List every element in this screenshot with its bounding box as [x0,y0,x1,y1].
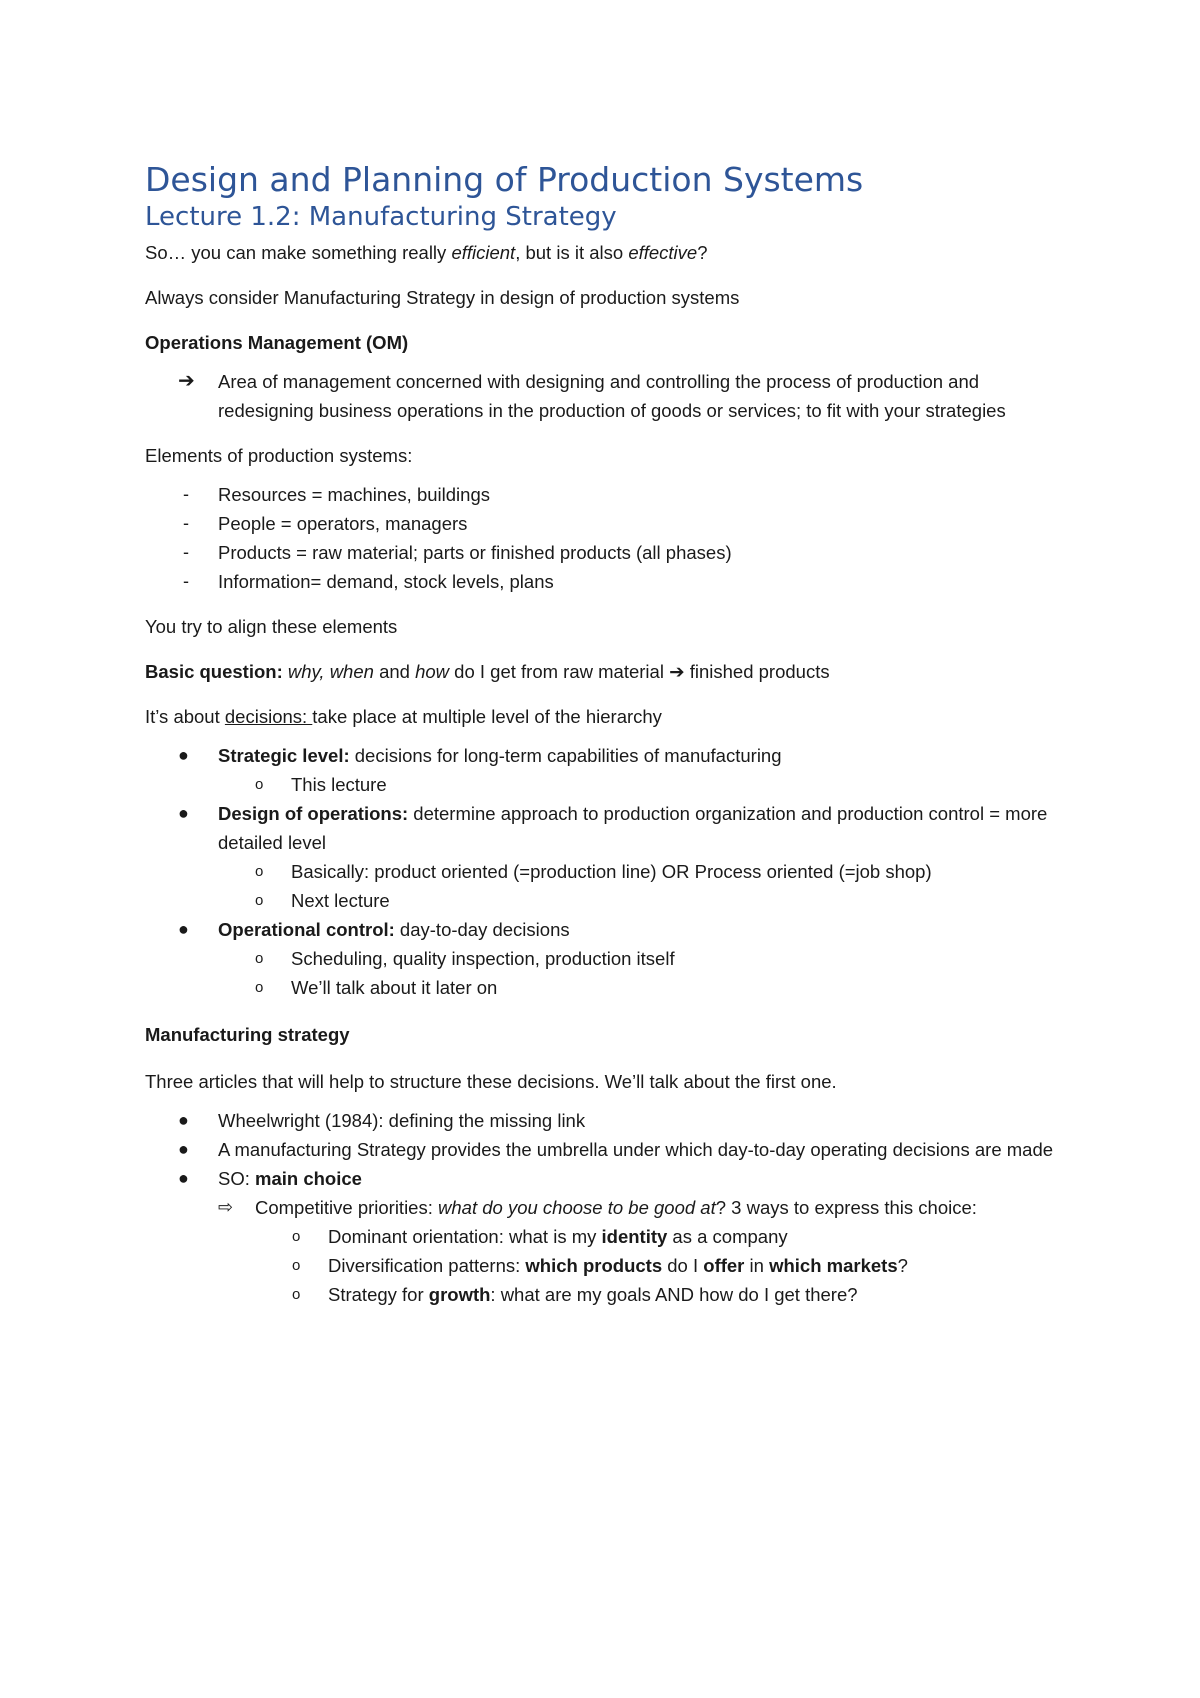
dash-bullet-icon: - [183,513,189,533]
list-item: - Information= demand, stock levels, plans [145,567,1075,596]
bullet-icon: ● [178,803,189,823]
dash-bullet-icon: - [183,542,189,562]
list-item: o This lecture [145,770,1075,799]
list-item: - Products = raw material; parts or finished products (all phases) [145,538,1075,567]
three-articles-paragraph: Three articles that will help to structure these decisions. We’ll talk about the first one. [145,1071,837,1092]
list-item: ● A manufacturing Strategy provides the umbrella under which day-to-day operating decisions are made [145,1135,1075,1164]
elements-heading: Elements of production systems: [145,445,413,466]
elements-list [145,480,1075,596]
circle-bullet-icon: o [292,1257,301,1274]
om-heading: Operations Management (OM) [145,332,409,353]
circle-bullet-icon: o [255,892,264,909]
dash-bullet-icon: - [183,571,189,591]
circle-bullet-icon: o [292,1286,301,1303]
align-paragraph: You try to align these elements [145,616,398,637]
always-paragraph: Always consider Manufacturing Strategy in design of production systems [145,287,740,308]
basic-question: Basic question: why, when and how do I get from raw material ➔ finished products [145,661,830,682]
list-item: ● SO: main choice [145,1164,1075,1193]
list-item: o Next lecture [145,886,1075,915]
circle-bullet-icon: o [255,776,264,793]
circle-bullet-icon: o [292,1228,301,1245]
list-item: ● Strategic level: decisions for long-term capabilities of manufacturing [145,741,1075,770]
list-item: - People = operators, managers [145,509,1075,538]
ms-heading: Manufacturing strategy [145,1024,350,1045]
list-item: o Dominant orientation: what is my identity as a company [145,1222,1075,1251]
ms-list [145,1106,1075,1309]
bullet-icon: ● [178,1110,189,1130]
list-item: o Basically: product oriented (=production line) OR Process oriented (=job shop) [145,857,1075,886]
list-item: ● Wheelwright (1984): defining the missing link [145,1106,1075,1135]
list-item: - Resources = machines, buildings [145,480,1075,509]
list-item: ● Design of operations: determine approach to production organization and production control = more detailed level [145,799,1075,857]
circle-bullet-icon: o [255,863,264,880]
bullet-icon: ● [178,919,189,939]
document-title: Design and Planning of Production Systems [145,160,864,199]
circle-bullet-icon: o [255,950,264,967]
circle-bullet-icon: o [255,979,264,996]
list-item: o Strategy for growth: what are my goals AND how do I get there? [145,1280,1075,1309]
intro-paragraph: So… you can make something really efficient, but is it also effective? [145,242,708,263]
bullet-icon: ● [178,1139,189,1159]
list-item: ⇨ Competitive priorities: what do you choose to be good at? 3 ways to express this choice: [145,1193,1075,1222]
list-item: o We’ll talk about it later on [145,973,1075,1002]
document-body [145,160,1075,1309]
list-item: o Diversification patterns: which products do I offer in which markets? [145,1251,1075,1280]
bullet-icon: ● [178,745,189,765]
document-subtitle: Lecture 1.2: Manufacturing Strategy [145,202,617,232]
hollow-arrow-right-icon: ⇨ [218,1197,234,1217]
list-item: ● Operational control: day-to-day decisions [145,915,1075,944]
bullet-icon: ● [178,1168,189,1188]
arrow-right-icon: ➔ [178,370,195,392]
hierarchy-list [145,741,1075,1002]
dash-bullet-icon: - [183,484,189,504]
arrow-right-icon: ➔ [669,661,685,682]
om-definition: ➔ Area of management concerned with designing and controlling the process of production and redesigning business operations in the production of goods or services; to fit with your strategies [145,367,1075,425]
list-item: o Scheduling, quality inspection, production itself [145,944,1075,973]
decisions-paragraph: It’s about decisions: take place at multiple level of the hierarchy [145,706,662,727]
